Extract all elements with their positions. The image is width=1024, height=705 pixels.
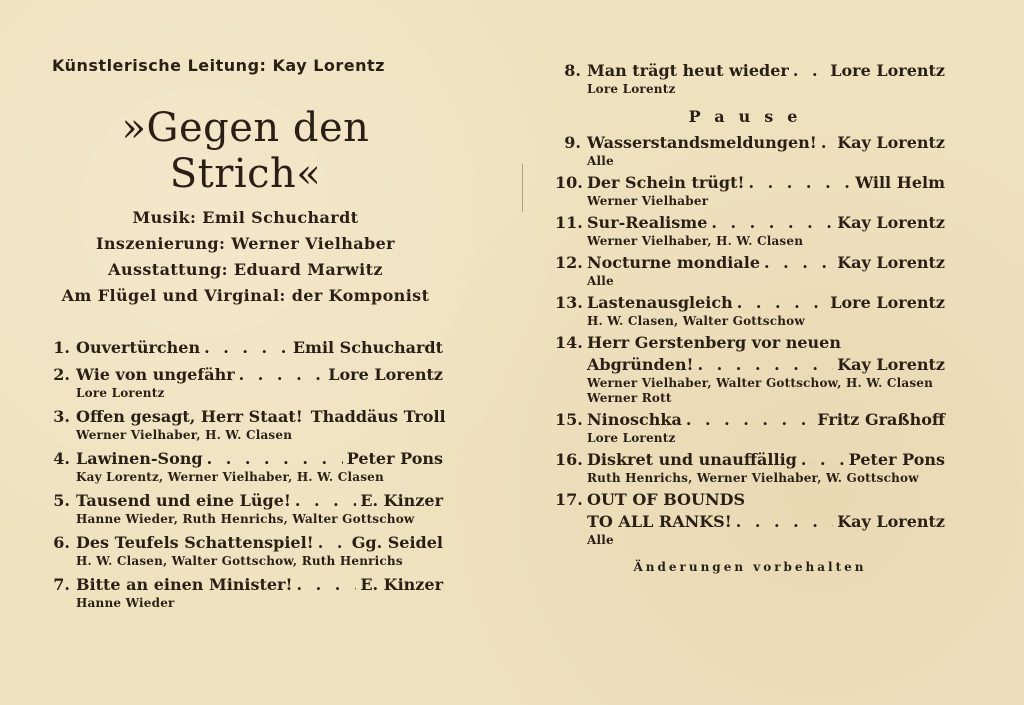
item-number: 5. [53,491,70,510]
program-item [555,292,945,329]
program-item [555,212,945,249]
item-author: Lore Lorentz [830,293,945,312]
item-number: 12. [555,253,583,272]
leader-dots [801,449,845,471]
changes-reserved: Änderungen vorbehalten [633,560,867,574]
item-title: Diskret und unauffällig [587,450,797,469]
leader-dots [204,337,289,359]
credit-design: Ausstattung: Eduard Marwitz [108,260,383,279]
item-author: Kay Lorentz [837,355,945,374]
item-author: Kay Lorentz [837,253,945,272]
item-title-cont: Abgründen! [587,355,694,374]
item-cast: H. W. Clasen, Walter Gottschow [587,314,805,328]
credit-direction: Inszenierung: Werner Vielhaber [96,234,395,253]
program-item [48,532,443,569]
leader-dots [749,172,852,194]
leader-dots [239,364,325,386]
item-cast: Werner Vielhaber, H. W. Clasen [76,428,293,442]
item-number: 11. [555,213,583,232]
leader-dots [297,574,357,596]
item-number: 4. [53,449,70,468]
item-author: Emil Schuchardt [292,338,443,357]
item-title: Offen gesagt, Herr Staat! [76,407,303,426]
leader-dots [793,60,826,82]
item-author: Fritz Graßhoff [817,410,945,429]
program-item [555,132,945,169]
leader-dots [295,490,356,512]
item-author: Lore Lorentz [328,365,443,384]
item-title: Wie von ungefähr [76,365,235,384]
item-author: Kay Lorentz [837,133,945,152]
item-cast: Ruth Henrichs, Werner Vielhaber, W. Gottschow [587,471,919,485]
leader-dots [686,409,813,431]
item-title: Bitte an einen Minister! [76,575,293,594]
program-item [555,409,945,446]
item-number: 14. [555,333,583,352]
item-author: Kay Lorentz [837,512,945,531]
item-author: Gg. Seidel [351,533,443,552]
item-number: 16. [555,450,583,469]
item-number: 13. [555,293,583,312]
item-number: 10. [555,173,583,192]
leader-dots [711,212,833,234]
item-cast-cont: Werner Rott [587,391,672,405]
program-item [48,574,443,611]
left-page [48,56,446,616]
item-title: Lawinen-Song [76,449,203,468]
item-title: Lastenausgleich [587,293,733,312]
item-cast: Alle [587,274,614,288]
leader-dots [736,511,834,533]
item-author: Peter Pons [346,449,443,468]
program-item [555,489,945,548]
program-item [555,332,945,406]
pencil-mark [522,160,547,212]
item-cast: Hanne Wieder [76,596,175,610]
program-list-left [48,337,446,611]
item-number: 1. [53,338,70,357]
right-page [555,60,945,574]
program-item [48,406,446,443]
leader-dots [737,292,827,314]
artistic-direction: Künstlerische Leitung: Kay Lorentz [52,56,385,75]
item-title: Wasserstandsmeldungen! [587,133,817,152]
program-list-right-a [555,60,945,97]
program-list-right-b [555,132,945,548]
item-title: Herr Gerstenberg vor neuen [587,333,841,352]
program-item [48,364,443,401]
item-author: E. Kinzer [360,491,443,510]
item-author: Peter Pons [848,450,945,469]
leader-dots [764,252,833,274]
leader-dots [821,132,833,154]
pause-label: Pause [688,107,812,126]
item-title: Nocturne mondiale [587,253,760,272]
program-item [555,60,945,97]
item-author: Will Helm [855,173,945,192]
item-title: Sur-Realisme [587,213,708,232]
item-number: 17. [555,490,583,509]
program-item [555,172,945,209]
credit-music: Musik: Emil Schuchardt [132,208,359,227]
item-title: Ouvertürchen [76,338,201,357]
item-author: Kay Lorentz [837,213,945,232]
item-cast: Werner Vielhaber [587,194,709,208]
leader-dots [207,448,343,470]
item-title: Tausend und eine Lüge! [76,491,291,510]
program-item [555,449,945,486]
item-number: 15. [555,410,583,429]
credits [48,205,443,309]
credit-piano: Am Flügel und Virginal: der Komponist [61,286,430,305]
show-title: »Gegen den Strich« [121,105,370,197]
item-title: Des Teufels Schattenspiel! [76,533,314,552]
item-author: Lore Lorentz [830,61,945,80]
item-cast: H. W. Clasen, Walter Gottschow, Ruth Henrichs [76,554,403,568]
item-title: Der Schein trügt! [587,173,745,192]
item-number: 3. [53,407,70,426]
program-item [555,252,945,289]
program-item [48,490,443,527]
item-title: Ninoschka [587,410,682,429]
item-number: 2. [53,365,70,384]
item-cast: Werner Vielhaber, Walter Gottschow, H. W. Clasen [587,376,934,390]
item-cast: Lore Lorentz [587,431,676,445]
item-title: Man trägt heut wieder [587,61,789,80]
item-cast: Werner Vielhaber, H. W. Clasen [587,234,804,248]
item-number: 6. [53,533,70,552]
leader-dots [698,354,834,376]
item-cast: Alle [587,154,614,168]
program-item [48,337,443,359]
item-cast: Lore Lorentz [76,386,165,400]
item-number: 9. [564,133,581,152]
item-number: 7. [53,575,70,594]
item-cast: Lore Lorentz [587,82,676,96]
item-cast: Kay Lorentz, Werner Vielhaber, H. W. Clasen [76,470,384,484]
program-item [48,448,443,485]
item-author: Thaddäus Troll [310,407,446,426]
item-title: OUT OF BOUNDS [587,490,745,509]
item-cast: Hanne Wieder, Ruth Henrichs, Walter Gottschow [76,512,415,526]
leader-dots [318,532,348,554]
item-author: E. Kinzer [360,575,443,594]
item-number: 8. [564,61,581,80]
item-title-cont: TO ALL RANKS! [587,512,732,531]
item-cast: Alle [587,533,614,547]
